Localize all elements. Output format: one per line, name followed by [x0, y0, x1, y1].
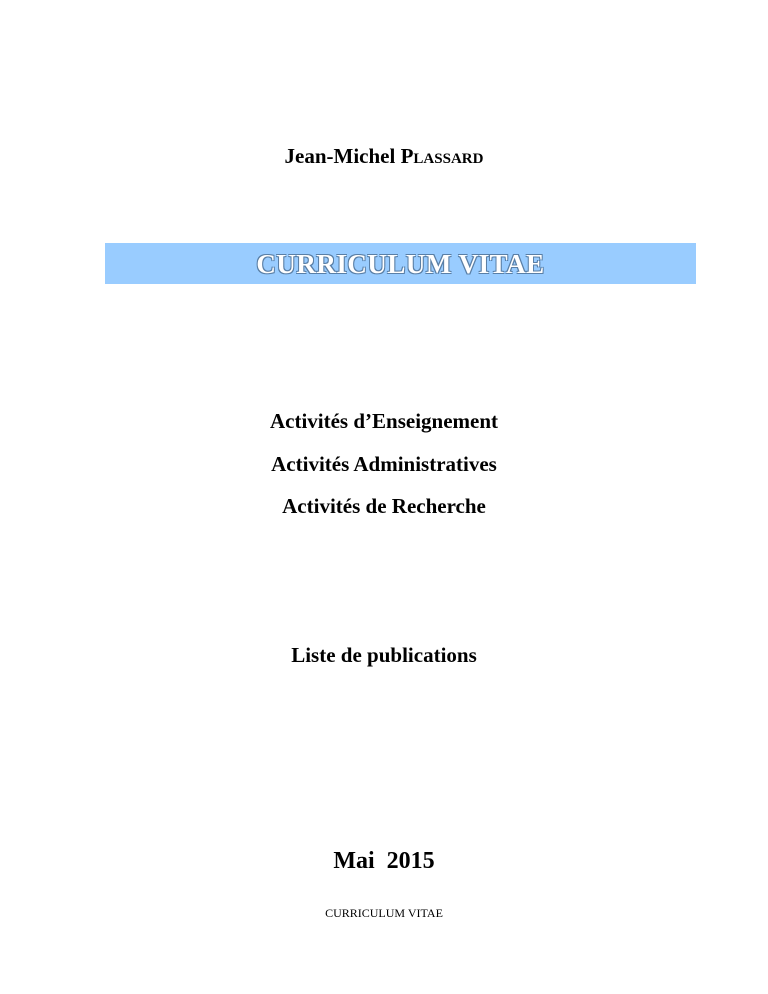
author-last-name: Plassard [400, 144, 484, 168]
page-footer: CURRICULUM VITAE [325, 906, 443, 920]
title-banner [105, 243, 696, 284]
activity-teaching: Activités d’Enseignement [269, 409, 499, 433]
publications-heading: Liste de publications [291, 643, 477, 667]
document-title: CURRICULUM VITAE [256, 249, 545, 279]
author-first-name: Jean-Michel [284, 144, 396, 168]
author-name [0, 144, 768, 168]
activity-research: Activités de Recherche [282, 494, 486, 518]
document-date: Mai 2015 [333, 848, 435, 874]
activity-administrative: Activités Administratives [271, 452, 497, 476]
